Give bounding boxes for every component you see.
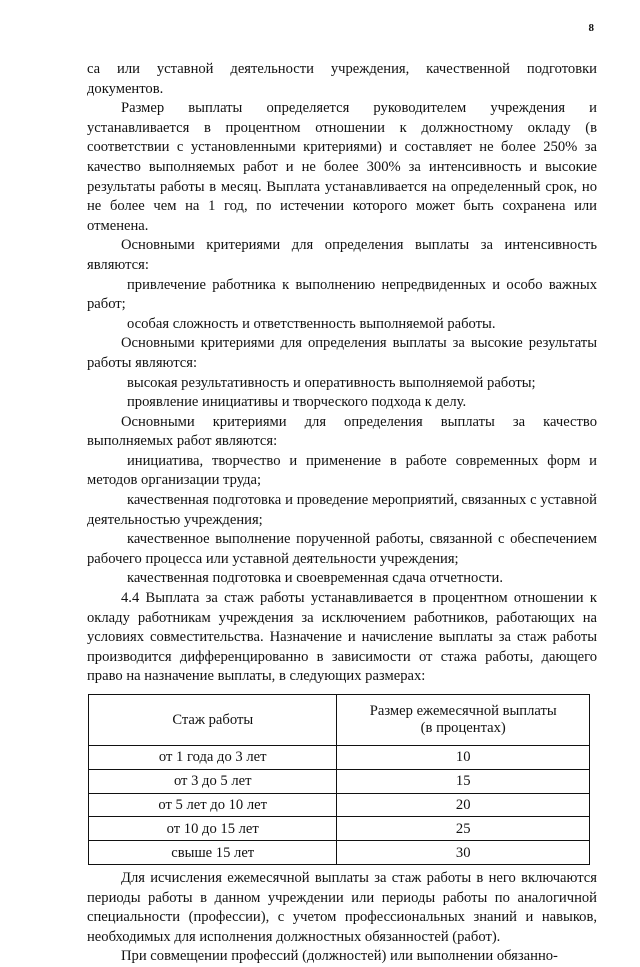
header-payment-size [337, 695, 590, 746]
paragraph: При совмещении профессий (должностей) или выполнении обязанно- [121, 948, 558, 965]
paragraph: Основными критериями для определения выплаты за высокие результаты работы являются: [87, 335, 597, 371]
list-item: инициатива, творчество и применение в работе современных форм и методов организации труда; [87, 452, 597, 489]
table-row [89, 841, 590, 865]
page-number: 8 [588, 22, 594, 34]
cell-period: свыше 15 лет [89, 841, 337, 865]
cell-percent: 15 [337, 769, 590, 793]
list-item: качественная подготовка и проведение мероприятий, связанных с уставной деятельностью учреждения; [87, 492, 597, 528]
table-row [89, 793, 590, 817]
table-row [89, 746, 590, 770]
list-item: качественная подготовка и своевременная сдача отчетности. [127, 570, 503, 587]
paragraph: Размер выплаты определяется руководителем учреждения и устанавливается в процентном отношении к должностному окладу (в соответствии с установленными критериями) и составляет не более 250% за качество выполняемых работ и не более 300% за интенсивность и высокие результаты работы в месяц. Выплата устанавливается на определенный срок, но не более чем на 1 год, по истечении которого может быть сохранена или отменена. [87, 100, 597, 234]
table-row [89, 817, 590, 841]
cell-percent: 10 [337, 746, 590, 770]
table-row [89, 769, 590, 793]
paragraph: са или уставной деятельности учреждения, качественной подготовки документов. [87, 61, 597, 97]
paragraph: Для исчисления ежемесячной выплаты за стаж работы в него включаются периоды работы в данном учреждении или периоды работы по аналогичной специальности (профессии), с учетом профессиональных знаний и навыков, необходимых для исполнения должностных обязанностей (работ). [87, 869, 597, 945]
cell-period: от 3 до 5 лет [89, 769, 337, 793]
paragraph: Основными критериями для определения выплаты за качество выполняемых работ являются: [87, 413, 597, 450]
list-item: особая сложность и ответственность выполняемой работы. [127, 315, 496, 332]
table-header-row [89, 695, 590, 746]
header-seniority: Стаж работы [89, 695, 337, 746]
cell-percent: 25 [337, 817, 590, 841]
cell-percent: 30 [337, 841, 590, 865]
list-item: привлечение работника к выполнению непредвиденных и особо важных работ; [87, 276, 597, 313]
cell-percent: 20 [337, 793, 590, 817]
cell-period: от 10 до 15 лет [89, 817, 337, 841]
header-payment-size-line1: Размер ежемесячной выплаты [369, 703, 557, 719]
seniority-pay-table [88, 694, 590, 865]
document-body [87, 60, 597, 967]
cell-period: от 1 года до 3 лет [89, 746, 337, 770]
list-item: высокая результативность и оперативность выполняемой работы; [127, 374, 536, 391]
paragraph: 4.4 Выплата за стаж работы устанавливается в процентном отношении к окладу работникам учреждения за исключением работников, работающих на условиях совместительства. Назначение и начисление выплаты за стаж работы производится дифференцированно в зависимости от стажа работы, дающего право на назначение выплаты, в следующих размерах: [87, 590, 597, 685]
cell-period: от 5 лет до 10 лет [89, 793, 337, 817]
list-item: проявление инициативы и творческого подхода к делу. [127, 394, 467, 411]
list-item: качественное выполнение порученной работы, связанной с обеспечением рабочего процесса или уставной деятельности учреждения; [87, 531, 597, 567]
header-payment-size-line2: (в процентах) [420, 720, 506, 736]
paragraph: Основными критериями для определения выплаты за интенсивность являются: [87, 237, 597, 273]
